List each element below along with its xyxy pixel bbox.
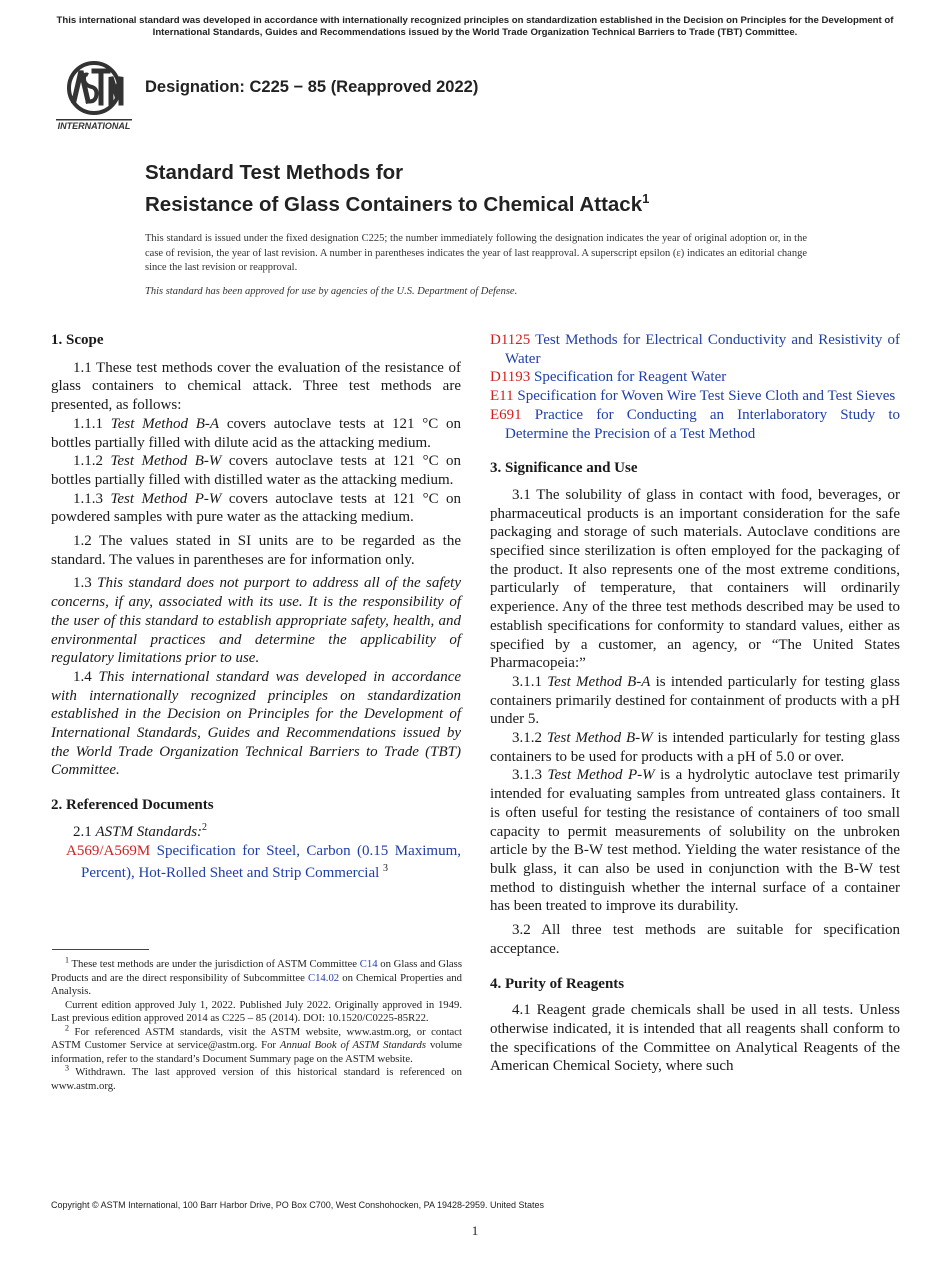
para-1-1-1: 1.1.1 Test Method B-A covers autoclave tests at 121 °C on bottles partially filled with dilute acid as the attacking medium. <box>51 415 461 451</box>
section-heading-significance: 3. Significance and Use <box>490 460 638 477</box>
para-1-1-3: 1.1.3 Test Method P-W covers autoclave tests at 121 °C on powdered samples with pure water as the attacking medium. <box>51 490 462 526</box>
page-number: 1 <box>471 1223 479 1238</box>
ref-e11[interactable]: E11 Specification for Woven Wire Test Sieve Cloth and Test Sieves <box>490 388 896 405</box>
para-1-4: 1.4 This international standard was developed in accordance with internationally recognized principles on standardization established in the Decision on Principles for the Development of International Standards, Guides and Recommendations issued by the World Trade Organization Technical Barriers to Trade (TBT) Committee. <box>51 668 462 779</box>
para-3-2: 3.2 All three test methods are suitable for specification acceptance. <box>490 922 900 957</box>
footnote-edition: Current edition approved July 1, 2022. Published July 2022. Originally approved in 1949. Last previous edition approved 2014 as C225 – 85 (2014). DOI: 10.1520/C0225-85R22. <box>51 998 462 1024</box>
section-heading-referenced-documents: 2. Referenced Documents <box>51 797 214 814</box>
footnotes <box>51 955 463 1093</box>
footnote-rule <box>52 949 149 950</box>
title-line-1: Standard Test Methods for <box>145 161 404 184</box>
designation: Designation: C225 − 85 (Reapproved 2022) <box>145 78 479 96</box>
para-2-1: 2.1 ASTM Standards:$^2$ <box>73 821 208 840</box>
para-3-1-3: 3.1.3 Test Method P-W is a hydrolytic autoclave test primarily intended for evaluating samples from untreated glass containers. It is often useful for testing the resistance of containers of too small capacity to permit measurements of solubility on the unbroken article by the B-W test method. Yielding the water resistance of the bulk glass, it can also be used in conjunction with the B-W test method to distinguish whether the internal surface of a container has been treated to improve its durability. <box>490 767 900 915</box>
footnote-2: $^2$ For referenced ASTM standards, visit the ASTM website, www.astm.org, or contact ASTM Customer Service at service@astm.org. For Annual Book of ASTM Standards volume information, refer to the standard’s Document Summary page on the ASTM website. <box>51 1022 463 1065</box>
issued-note: This standard is issued under the fixed designation C225; the number immediately following the designation indicates the year of original adoption or, in the case of revision, the year of last revision. A number in parentheses indicates the year of last reapproval. A superscript epsilon (ε) indicates an editorial change since the last revision or reapproval. <box>145 233 807 273</box>
para-3-1-1: 3.1.1 Test Method B-A is intended particularly for testing glass containers primarily destined for containment of products with a pH under 5. <box>490 673 900 728</box>
para-1-3: 1.3 This standard does not purport to address all of the safety concerns, if any, associated with its use. It is the responsibility of the user of this standard to establish appropriate safety, health, and environmental practices and determine the applicability of regulatory limitations prior to use. <box>51 575 462 667</box>
svg-text:INTERNATIONAL: INTERNATIONAL <box>57 121 131 131</box>
astm-logo <box>54 57 134 133</box>
para-1-1: 1.1 These test methods cover the evaluation of the resistance of glass containers to chemical attack. Three test methods are presented, as follows: <box>51 359 461 414</box>
section-heading-purity: 4. Purity of Reagents <box>490 975 625 992</box>
footnote-1: $^1$ These test methods are under the jurisdiction of ASTM Committee C14 on Glass and Glass Products and are the direct responsibility of Subcommittee C14.02 on Chemical Properties and Analysis. <box>51 955 462 997</box>
para-4-1: 4.1 Reagent grade chemicals shall be used in all tests. Unless otherwise indicated, it is intended that all reagents shall conform to the specifications of the Committee on Analytical Reagents of the American Chemical Society, where such <box>490 1002 900 1075</box>
footnote-3: $^3$ Withdrawn. The last approved version of this historical standard is referenced on www.astm.org. <box>51 1063 462 1092</box>
ref-e691[interactable]: E691 Practice for Conducting an Interlaboratory Study to Determine the Precision of a Test Method <box>490 406 900 442</box>
ref-d1125[interactable]: D1125 Test Methods for Electrical Conductivity and Resistivity of Water <box>490 332 900 367</box>
title-footnote-mark: 1 <box>642 191 650 206</box>
ref-a569[interactable]: A569/A569M Specification for Steel, Carbon (0.15 Maximum, Percent), Hot-Rolled Sheet and Strip Commercial $^3$ <box>66 842 461 882</box>
link-c14[interactable]: C14 <box>359 958 378 970</box>
ref-d1193[interactable]: D1193 Specification for Reagent Water <box>490 369 727 386</box>
copyright: Copyright © ASTM International, 100 Barr Harbor Drive, PO Box C700, West Conshohocken, PA 19428-2959. United States <box>51 1200 545 1210</box>
tbt-notice: This international standard was developed in accordance with internationally recognized principles on standardization established in the Decision on Principles for the Development of International Standards, Guides and Recommendations issued by the World Trade Organization Technical Barriers to Trade (TBT) Committee. <box>56 15 894 38</box>
title-line-2: Resistance of Glass Containers to Chemical Attack$^1$ <box>145 191 650 216</box>
link-c14-02[interactable]: C14.02 <box>307 971 340 984</box>
para-1-1-2: 1.1.2 Test Method B-W covers autoclave tests at 121 °C on bottles partially filled with distilled water as the attacking medium. <box>51 453 462 488</box>
section-heading-scope: 1. Scope <box>51 332 104 348</box>
para-1-2: 1.2 The values stated in SI units are to be regarded as the standard. The values in parentheses are for information only. <box>51 533 461 568</box>
page-title <box>145 160 845 218</box>
right-column <box>490 331 900 1076</box>
left-column <box>51 331 461 883</box>
approved-note: This standard has been approved for use by agencies of the U.S. Department of Defense. <box>145 286 518 297</box>
para-3-1: 3.1 The solubility of glass in contact with food, beverages, or pharmaceutical products is an important consideration for the safe packaging and storage of such materials. Autoclave conditions are specified since sterilization is often employed for the packaging of the product. It also represents one of the most extreme conditions, particularly of temperature, that containers will ordinarily experience. Any of the three test methods described may be used to establish specifications for conformity to standard values, either as specified by a customer, an agency, or “The United States Pharmacopeia:” <box>490 486 900 672</box>
para-3-1-2: 3.1.2 Test Method B-W is intended particularly for testing glass containers to be used for products with a pH of 5.0 or over. <box>490 730 901 765</box>
